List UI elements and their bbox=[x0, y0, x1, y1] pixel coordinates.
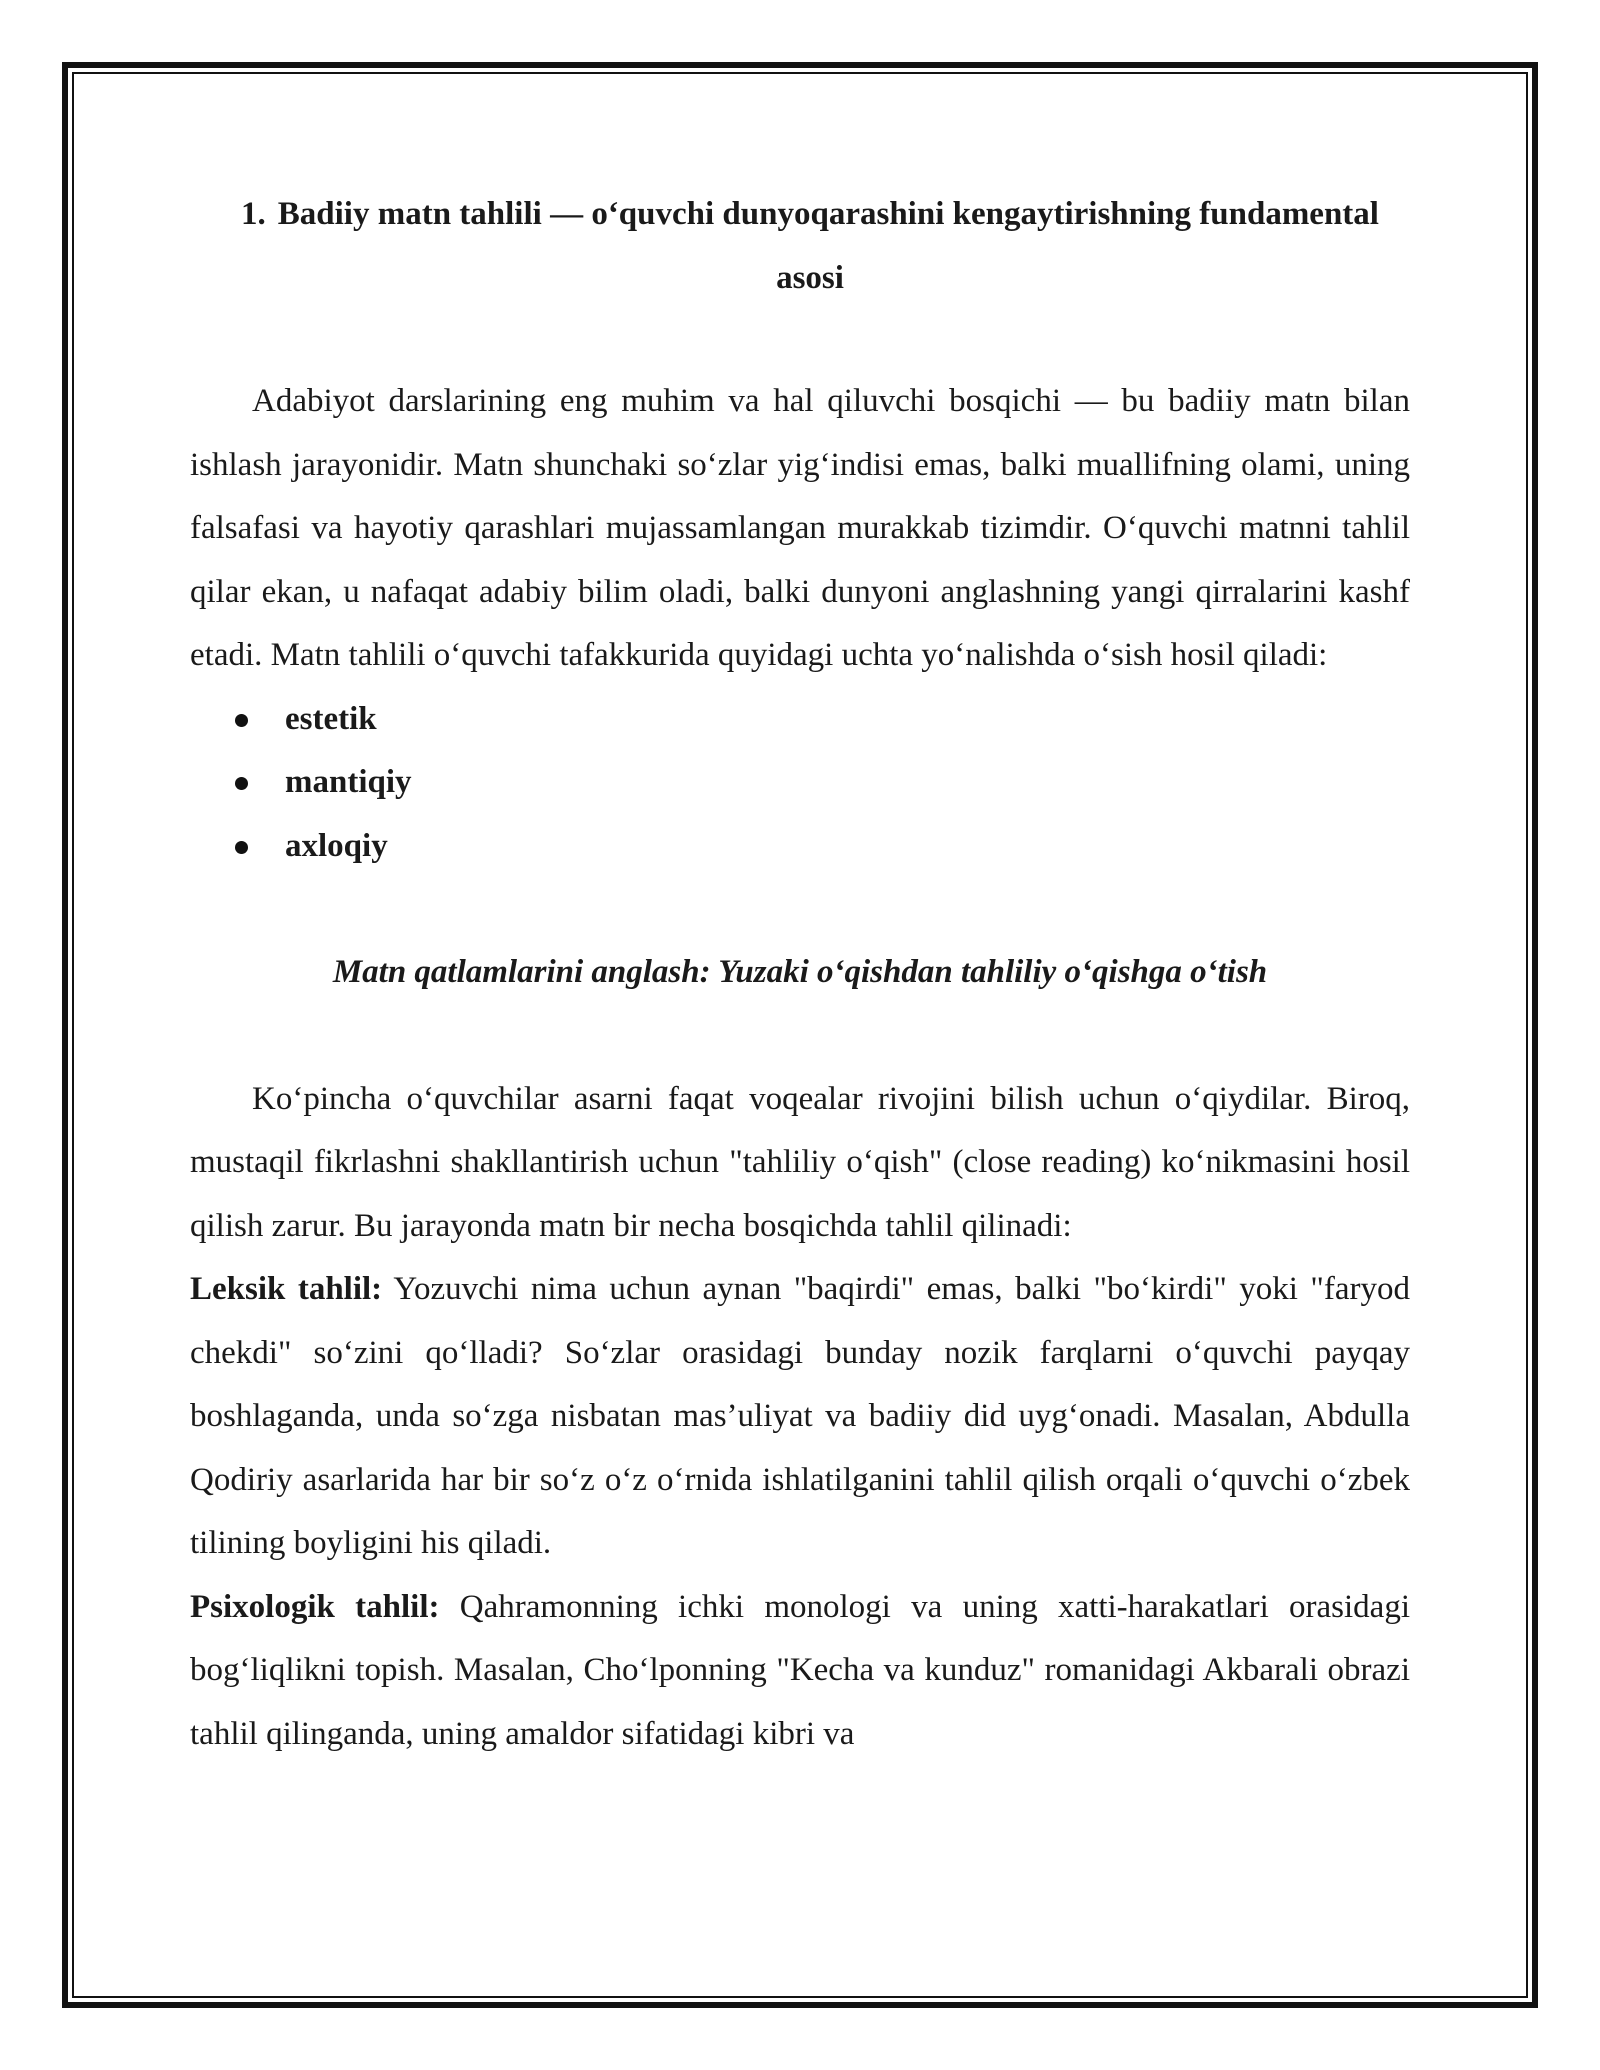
bullet-icon bbox=[235, 714, 248, 727]
spacer bbox=[190, 310, 1410, 370]
document-body bbox=[190, 182, 1410, 1766]
list-item bbox=[190, 815, 1410, 879]
bullet-icon bbox=[235, 777, 248, 790]
bullet-icon bbox=[235, 841, 248, 854]
psychological-analysis-paragraph bbox=[190, 1576, 1410, 1767]
section-title-text: Badiiy matn tahlili — o‘quvchi dunyoqarashini kengaytirishning fundamental asosi bbox=[277, 196, 1379, 296]
list-item bbox=[190, 751, 1410, 815]
list-item bbox=[190, 688, 1410, 752]
section-title bbox=[190, 182, 1410, 310]
lexical-analysis-paragraph bbox=[190, 1258, 1410, 1576]
psychological-analysis-text: Qahramonning ichki monologi va uning xatti-harakatlari orasidagi bog‘liqlikni topish. Masalan, Cho‘lponning "Kecha va kunduz" romanidagi Akbarali obrazi tahlil qilinganda, uning amaldor sifatidagi kibri va bbox=[190, 1588, 1410, 1752]
section-number: 1. bbox=[241, 196, 266, 232]
subheading: Matn qatlamlarini anglash: Yuzaki o‘qishdan tahliliy o‘qishga o‘tish bbox=[332, 954, 1268, 990]
spacer bbox=[190, 878, 1410, 941]
bullet-list bbox=[190, 688, 1410, 879]
lexical-analysis-lead: Leksik tahlil: bbox=[190, 1271, 383, 1307]
list-item-text: mantiqiy bbox=[285, 764, 412, 800]
list-item-text: axloqiy bbox=[285, 827, 388, 864]
intro-paragraph: Adabiyot darslarining eng muhim va hal qiluvchi bosqichi — bu badiiy matn bilan ishlash jarayonidir. Matn shunchaki so‘zlar yig‘indisi emas, balki muallifning olami, uning falsafasi va hayotiy qarashlari mujassamlangan murakkab tizimdir. O‘quvchi matnni tahlil qilar ekan, u nafaqat adabiy bilim oladi, balki dunyoni anglashning yangi qirralarini kashf etadi. Matn tahlili o‘quvchi tafakkurida quyidagi uchta yo‘nalishda o‘sish hosil qiladi: bbox=[190, 383, 1410, 673]
second-paragraph: Ko‘pincha o‘quvchilar asarni faqat voqealar rivojini bilish uchun o‘qiydilar. Biroq, mustaqil fikrlashni shakllantirish uchun "tahliliy o‘qish" (close reading) ko‘nikmasini hosil qilish zarur. Bu jarayonda matn bir necha bosqichda tahlil qilinadi: bbox=[190, 1080, 1410, 1244]
spacer bbox=[190, 1005, 1410, 1068]
list-item-text: estetik bbox=[285, 700, 377, 737]
lexical-analysis-text: Yozuvchi nima uchun aynan "baqirdi" emas, balki "bo‘kirdi" yoki "faryod chekdi" so‘zini qo‘lladi? So‘zlar orasidagi bunday nozik farqlarni o‘quvchi payqay boshlaganda, unda so‘zga nisbatan mas’uliyat va badiiy did uyg‘onadi. Masalan, Abdulla Qodiriy asarlarida har bir so‘z o‘z o‘rnida ishlatilganini tahlil qilish orqali o‘quvchi o‘zbek tilining boyligini his qiladi. bbox=[190, 1271, 1410, 1561]
psychological-analysis-lead: Psixologik tahlil: bbox=[190, 1588, 440, 1625]
